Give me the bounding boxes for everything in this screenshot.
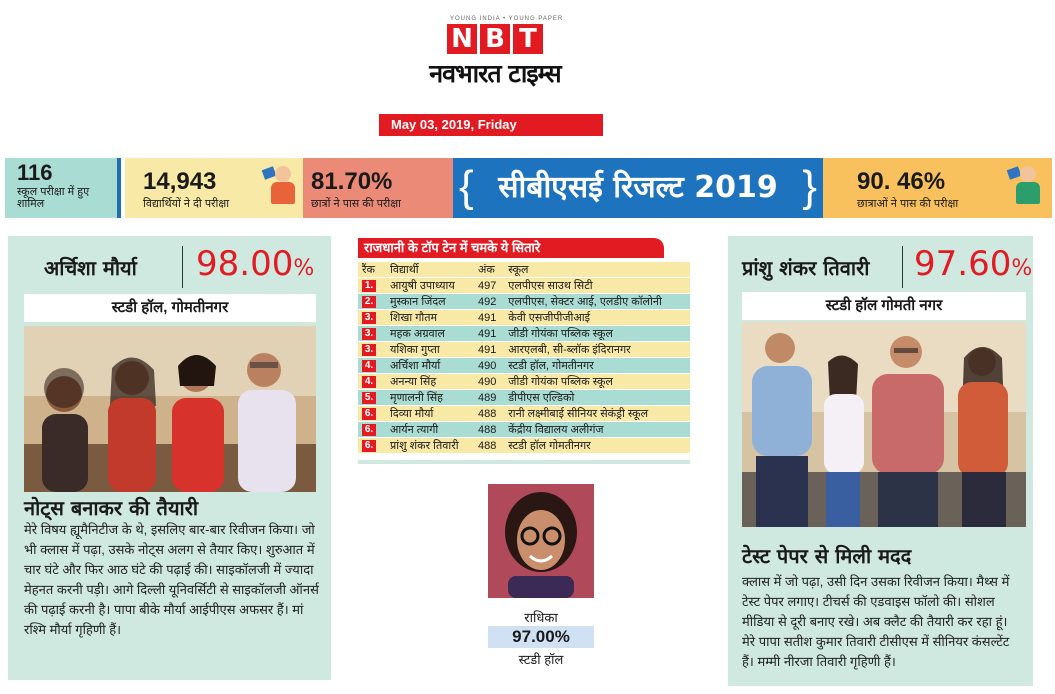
cell-school: स्टडी हॉल गोमतीनगर: [504, 438, 690, 454]
cell-rank: [358, 422, 386, 438]
cell-marks: 488: [474, 438, 504, 454]
logo-letter-b: B: [480, 24, 510, 54]
banner-title-box: [453, 158, 823, 218]
toppers-table-title: राजधानी के टॉप टेन में चमके ये सितारे: [358, 238, 664, 258]
stat-girls-pass-value: 90. 46%: [857, 168, 946, 195]
table-row: [358, 390, 690, 406]
cell-school: स्टडी हॉल, गोमतीनगर: [504, 358, 690, 374]
cell-school: केवी एसजीपीजीआई: [504, 310, 690, 326]
cell-student: मुस्कान जिंदल: [386, 294, 474, 310]
left-story-headline: नोट्स बनाकर की तैयारी: [24, 496, 199, 520]
cell-rank: [358, 326, 386, 342]
student-illustration-icon: [263, 162, 305, 214]
cell-marks: 497: [474, 278, 504, 294]
cell-school: डीपीएस एल्डिको: [504, 390, 690, 406]
rank-badge: 6.: [362, 440, 376, 452]
cell-rank: [358, 358, 386, 374]
stat-girls-pass-label: छात्राओं ने पास की परीक्षा: [857, 198, 959, 210]
left-student-score: 98.00%: [196, 244, 315, 284]
cell-student: महक अग्रवाल: [386, 326, 474, 342]
brace-left-icon: {: [459, 162, 474, 211]
cell-marks: 492: [474, 294, 504, 310]
stat-boys-pass: [303, 158, 453, 218]
stat-boys-pass-label: छात्रों ने पास की परीक्षा: [311, 198, 401, 210]
right-student-school: स्टडी हॉल गोमती नगर: [742, 292, 1026, 320]
stat-girls-pass: [823, 158, 1052, 218]
cell-school: आरएलबी, सी-ब्लॉक इंदिरानगर: [504, 342, 690, 358]
rank-badge: 3.: [362, 312, 376, 324]
family-photo-illustration: [742, 322, 1026, 527]
logo-letter-t: T: [513, 24, 543, 54]
table-row: [358, 342, 690, 358]
table-bottom-rule: [358, 460, 690, 464]
cell-rank: [358, 438, 386, 454]
stat-boys-pass-value: 81.70%: [311, 168, 393, 195]
nbt-logo: [380, 24, 610, 54]
stat-students-value: 14,943: [143, 168, 217, 195]
col-student: विद्यार्थी: [386, 262, 474, 278]
stat-schools-label: स्कूल परीक्षा में हुए शामिल: [17, 186, 90, 210]
masthead: [380, 16, 610, 90]
cell-student: प्रांशु शंकर तिवारी: [386, 438, 474, 454]
stat-students-label: विद्यार्थियों ने दी परीक्षा: [143, 198, 230, 210]
rank-badge: 1.: [362, 280, 376, 292]
table-row: [358, 294, 690, 310]
cell-school: जीडी गोयंका पब्लिक स्कूल: [504, 374, 690, 390]
cell-marks: 490: [474, 374, 504, 390]
table-row: [358, 326, 690, 342]
stat-students: [125, 158, 303, 218]
right-story-headline: टेस्ट पेपर से मिली मदद: [742, 544, 912, 568]
center-topper-score: 97.00%: [488, 626, 594, 648]
cell-marks: 488: [474, 422, 504, 438]
cell-student: अनन्या सिंह: [386, 374, 474, 390]
logo-letter-n: N: [447, 24, 477, 54]
table-row: [358, 358, 690, 374]
cell-rank: [358, 406, 386, 422]
left-story-panel: [8, 236, 331, 680]
rank-badge: 6.: [362, 424, 376, 436]
cell-marks: 491: [474, 310, 504, 326]
cell-school: रानी लक्ष्मीबाई सीनियर सेकंड्री स्कूल: [504, 406, 690, 422]
right-student-score: 97.60%: [914, 244, 1033, 284]
cell-school: केंद्रीय विद्यालय अलीगंज: [504, 422, 690, 438]
newspaper-name: नवभारत टाइम्स: [429, 59, 561, 88]
family-photo-illustration: [24, 326, 316, 492]
center-topper-school: स्टडी हॉल: [518, 652, 564, 667]
toppers-table: [358, 262, 690, 454]
cell-student: शिखा गौतम: [386, 310, 474, 326]
right-family-photo: [742, 322, 1026, 527]
results-banner: [5, 158, 1052, 218]
date-bar: May 03, 2019, Friday: [379, 114, 603, 136]
cell-student: यशिका गुप्ता: [386, 342, 474, 358]
right-story-panel: [728, 236, 1033, 686]
divider: [182, 246, 183, 288]
cell-marks: 488: [474, 406, 504, 422]
right-student-name: प्रांशु शंकर तिवारी: [742, 256, 870, 280]
cell-marks: 489: [474, 390, 504, 406]
table-row: [358, 278, 690, 294]
cell-school: एलपीएस, सेक्टर आई, एलडीए कॉलोनी: [504, 294, 690, 310]
col-rank: रैंक: [358, 262, 386, 278]
cell-rank: [358, 390, 386, 406]
center-topper-name: राधिका: [524, 610, 558, 625]
left-story-body: मेरे विषय ह्यूमैनिटीज के थे, इसलिए बार-बार रिवीजन किया। जो भी क्लास में पढ़ा, उसके नोट्स अलग से तैयार किए। शुरुआत में चार घंटे और फिर आठ घंटे की पढ़ाई की। साइकॉलजी में ज्यादा मेहनत करनी पड़ी। आगे दिल्ली यूनिवर्सिटी से साइकॉलजी ऑनर्स की पढ़ाई करनी है। पापा बीके मौर्या आईपीएस अफसर हैं। मां रश्मि मौर्या गृहिणी हैं।: [24, 522, 319, 637]
left-family-photo: [24, 326, 316, 492]
cell-rank: [358, 310, 386, 326]
table-row: [358, 438, 690, 454]
cell-marks: 491: [474, 326, 504, 342]
cell-student: दिव्या मौर्या: [386, 406, 474, 422]
girl-illustration-icon: [1008, 162, 1050, 214]
brace-right-icon: }: [802, 162, 817, 211]
masthead-tagline: YOUNG INDIA • YOUNG PAPER: [450, 16, 564, 22]
table-row: [358, 406, 690, 422]
right-story-body: क्लास में जो पढ़ा, उसी दिन उसका रिवीजन किया। मैथ्स में टेस्ट पेपर लगाए। टीचर्स की एडवाइस फॉलो की। सोशल मीडिया से दूरी बनाए रखे। अब क्लैट की तैयारी कर रहा हूं। मेरे पापा सतीश कुमार तिवारी टीसीएस में सीनियर कंसल्टेंट हैं। मम्मी नीरजा तिवारी गृहिणी हैं।: [742, 574, 1010, 669]
rank-badge: 3.: [362, 344, 376, 356]
banner-title: सीबीएसई रिजल्ट 2019: [498, 170, 778, 205]
rank-badge: 3.: [362, 328, 376, 340]
center-topper-photo: [488, 484, 594, 598]
stat-schools: [5, 158, 121, 218]
cell-marks: 491: [474, 342, 504, 358]
col-school: स्कूल: [504, 262, 690, 278]
cell-marks: 490: [474, 358, 504, 374]
cell-rank: [358, 342, 386, 358]
col-marks: अंक: [474, 262, 504, 278]
table-row: [358, 310, 690, 326]
cell-rank: [358, 294, 386, 310]
rank-badge: 5.: [362, 392, 376, 404]
cell-rank: [358, 278, 386, 294]
cell-school: जीडी गोयंका पब्लिक स्कूल: [504, 326, 690, 342]
rank-badge: 2.: [362, 296, 376, 308]
left-student-school: स्टडी हॉल, गोमतीनगर: [24, 294, 316, 322]
table-row: [358, 422, 690, 438]
divider: [902, 246, 903, 288]
cell-student: आर्यन त्यागी: [386, 422, 474, 438]
cell-student: मृणालनी सिंह: [386, 390, 474, 406]
table-header-row: [358, 262, 690, 278]
rank-badge: 6.: [362, 408, 376, 420]
rank-badge: 4.: [362, 360, 376, 372]
cell-student: अर्चिशा मौर्या: [386, 358, 474, 374]
cell-rank: [358, 374, 386, 390]
table-row: [358, 374, 690, 390]
cell-student: आयुषी उपाध्याय: [386, 278, 474, 294]
toppers-table-body: [358, 278, 690, 454]
portrait-illustration: [488, 484, 594, 598]
cell-school: एलपीएस साउथ सिटी: [504, 278, 690, 294]
left-student-name: अर्चिशा मौर्या: [44, 256, 137, 280]
stat-schools-value: 116: [17, 160, 53, 185]
rank-badge: 4.: [362, 376, 376, 388]
